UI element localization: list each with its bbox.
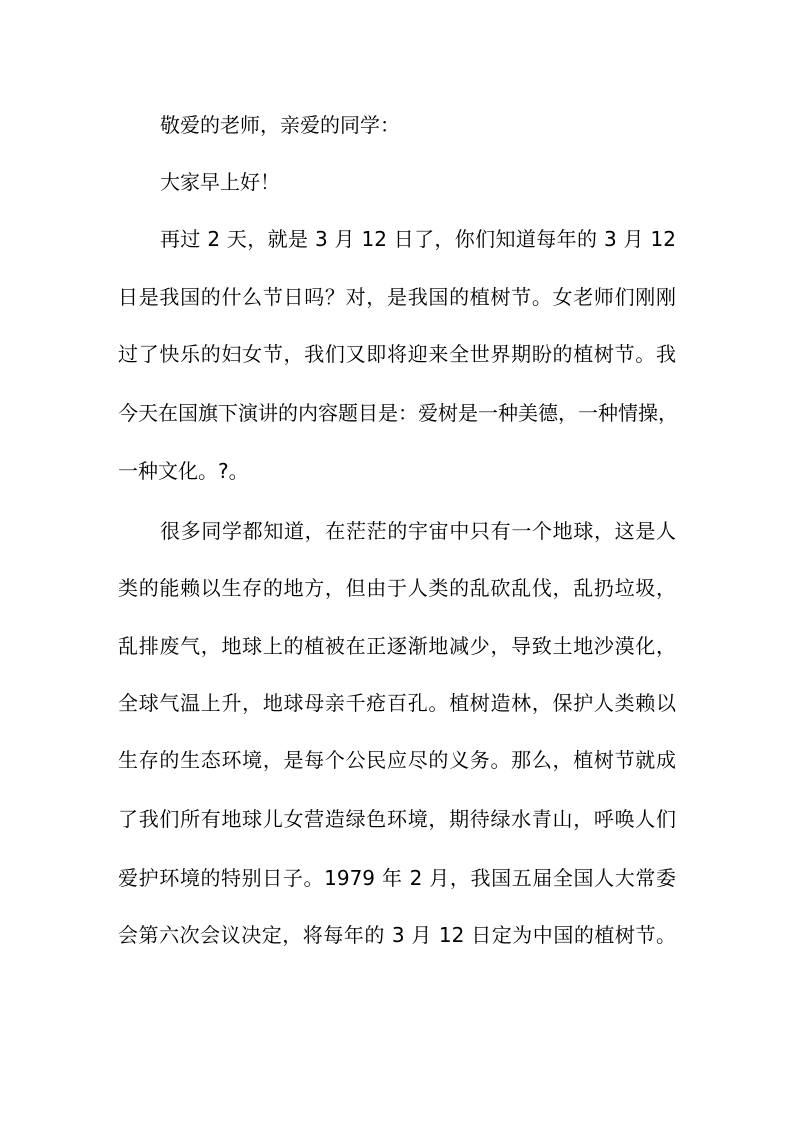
- text-line: 爱护环境的特别日子。1979 年 2 月，我国五届全国人大常委: [118, 866, 676, 890]
- text-line: 过了快乐的妇女节，我们又即将迎来全世界期盼的植树节。我: [118, 342, 676, 366]
- text-line: 全球气温上升，地球母亲千疮百孔。植树造林，保护人类赖以: [118, 691, 676, 715]
- text-line: 很多同学都知道，在茫茫的宇宙中只有一个地球，这是人: [160, 519, 676, 543]
- text-line: 乱排废气，地球上的植被在正逐渐地减少，导致土地沙漠化，: [118, 634, 676, 658]
- text-line: 再过 2 天，就是 3 月 12 日了，你们知道每年的 3 月 12: [160, 227, 676, 251]
- text-line: 会第六次会议决定，将每年的 3 月 12 日定为中国的植树节。: [118, 923, 676, 947]
- salutation-line: 大家早上好！: [160, 170, 280, 194]
- greeting-line: 敬爱的老师，亲爱的同学：: [160, 113, 400, 137]
- text-line: 日是我国的什么节日吗？对，是我国的植树节。女老师们刚刚: [118, 285, 676, 309]
- text-line: 了我们所有地球儿女营造绿色环境，期待绿水青山，呼唤人们: [118, 807, 676, 831]
- text-line: 类的能赖以生存的地方，但由于人类的乱砍乱伐，乱扔垃圾，: [118, 576, 676, 600]
- text-line: 一种文化。?。: [118, 459, 249, 483]
- text-line: 今天在国旗下演讲的内容题目是：爱树是一种美德，一种情操，: [118, 401, 678, 425]
- text-line: 生存的生态环境，是每个公民应尽的义务。那么，植树节就成: [118, 748, 676, 772]
